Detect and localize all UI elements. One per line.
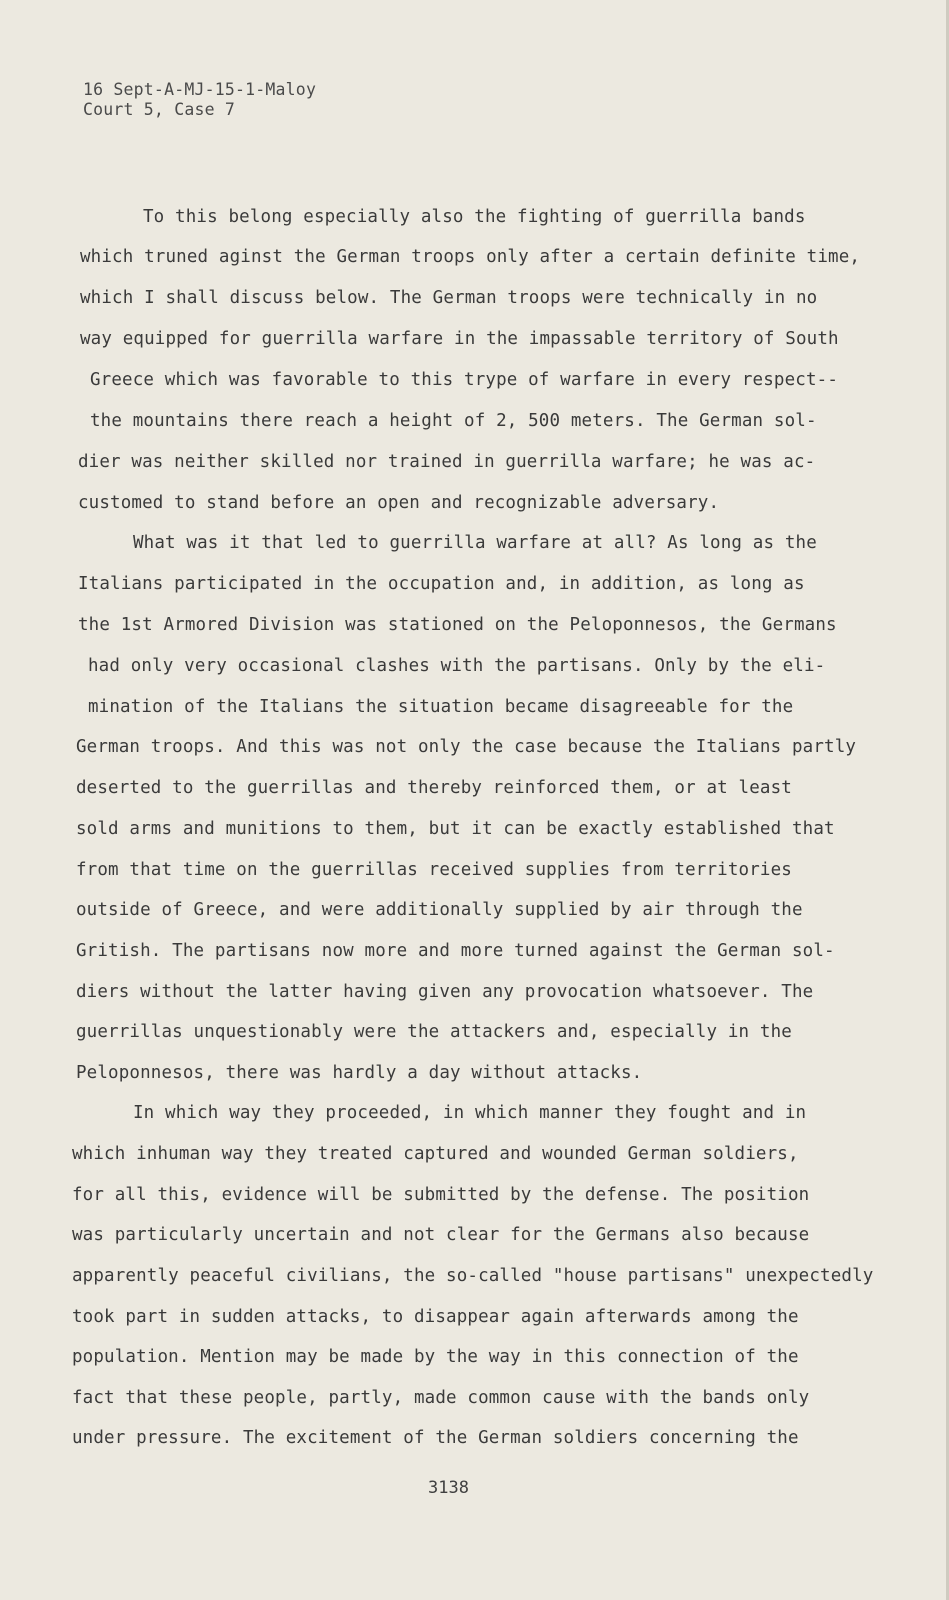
text-line: was particularly uncertain and not clear for the Germans also because — [72, 1225, 810, 1245]
text-line: customed to stand before an open and recognizable adversary. — [78, 493, 720, 513]
document-header — [83, 80, 316, 120]
text-line: guerrillas unquestionably were the attackers and, especially in the — [76, 1022, 792, 1042]
text-line: diers without the latter having given any provocation whatsoever. The — [76, 982, 814, 1002]
text-line: which truned aginst the German troops only after a certain definite time, — [80, 247, 861, 267]
text-line: outside of Greece, and were additionally supplied by air through the — [76, 900, 803, 920]
text-line: took part in sudden attacks, to disappear again afterwards among the — [72, 1307, 799, 1327]
text-line: which I shall discuss below. The German troops were technically in no — [80, 288, 818, 308]
text-line: To this belong especially also the fighting of guerrilla bands — [143, 207, 806, 227]
text-line: way equipped for guerrilla warfare in the impassable territory of South — [80, 329, 839, 349]
text-line: the 1st Armored Division was stationed on the Peloponnesos, the Germans — [78, 615, 837, 635]
text-line: Peloponnesos, there was hardly a day without attacks. — [76, 1063, 643, 1083]
text-line: had only very occasional clashes with the partisans. Only by the eli- — [88, 656, 826, 676]
text-line: Italians participated in the occupation and, in addition, as long as — [78, 574, 805, 594]
text-line: from that time on the guerrillas received supplies from territories — [76, 860, 792, 880]
text-line: apparently peaceful civilians, the so-called "house partisans" unexpectedly — [72, 1266, 874, 1286]
text-line: In which way they proceeded, in which manner they fought and in — [133, 1103, 807, 1123]
text-line: mination of the Italians the situation became disagreeable for the — [88, 697, 794, 717]
document-reference: 16 Sept-A-MJ-15-1-Maloy — [83, 80, 317, 99]
text-line: population. Mention may be made by the way in this connection of the — [72, 1347, 799, 1367]
text-line: for all this, evidence will be submitted by the defense. The position — [72, 1185, 810, 1205]
text-line: Gritish. The partisans now more and more turned against the German sol- — [76, 941, 835, 961]
text-line: sold arms and munitions to them, but it can be exactly established that — [76, 819, 835, 839]
text-line: deserted to the guerrillas and thereby reinforced them, or at least — [76, 778, 792, 798]
court-case-label: Court 5, Case 7 — [83, 100, 236, 119]
text-line: dier was neither skilled nor trained in guerrilla warfare; he was ac- — [78, 452, 816, 472]
text-line: Greece which was favorable to this trype of warfare in every respect-- — [90, 370, 839, 390]
text-line: which inhuman way they treated captured and wounded German soldiers, — [72, 1144, 799, 1164]
text-line: German troops. And this was not only the case because the Italians partly — [76, 737, 857, 757]
text-line: fact that these people, partly, made common cause with the bands only — [72, 1388, 810, 1408]
text-line: under pressure. The excitement of the German soldiers concerning the — [72, 1428, 799, 1448]
text-line: the mountains there reach a height of 2, 500 meters. The German sol- — [90, 411, 817, 431]
text-line: What was it that led to guerrilla warfare at all? As long as the — [133, 533, 817, 553]
page-number: 3138 — [428, 1478, 469, 1498]
